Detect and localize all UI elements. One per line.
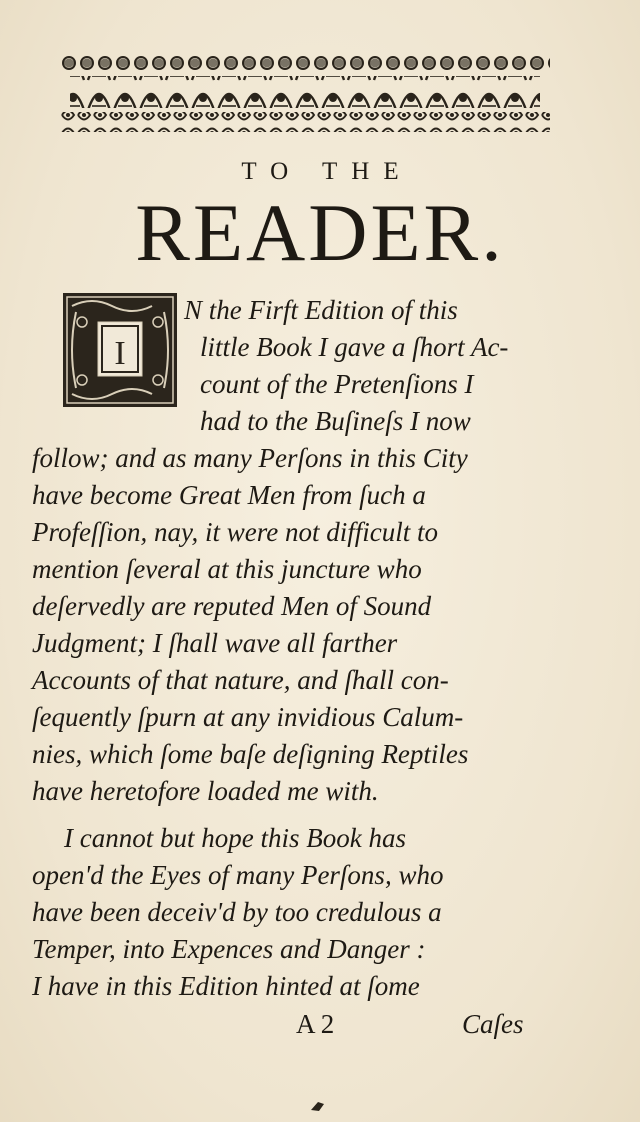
- heading-reader: READER.: [135, 187, 505, 278]
- text-line: I cannot but hope this Book has: [64, 823, 406, 853]
- text-line: count of the Pretenſions I: [200, 369, 474, 399]
- catchword: Caſes: [462, 1009, 524, 1039]
- text-line: N the Firft Edition of this: [184, 295, 458, 325]
- text-line: Profeſſion, nay, it were not difficult to: [32, 517, 438, 547]
- text-line: have been deceiv'd by too credulous a: [32, 897, 442, 927]
- text-line: open'd the Eyes of many Perſons, who: [32, 860, 444, 890]
- text-line: Temper, into Expences and Danger :: [32, 934, 426, 964]
- ink-blot-mark: [310, 1100, 326, 1112]
- text-line: Accounts of that nature, and ſhall con-: [32, 665, 449, 695]
- text-line: nies, which ſome baſe deſigning Reptiles: [32, 739, 469, 769]
- text-line: have become Great Men from ſuch a: [32, 480, 426, 510]
- text-line: Judgment; I ſhall wave all farther: [32, 628, 398, 658]
- text-line: follow; and as many Perſons in this City: [32, 443, 468, 473]
- text-line: I have in this Edition hinted at ſome: [32, 971, 420, 1001]
- text-line: deſervedly are reputed Men of Sound: [32, 591, 432, 621]
- text-line: little Book I gave a ſhort Ac-: [200, 332, 509, 362]
- signature-mark: A 2: [296, 1009, 335, 1039]
- heading-to-the: TO THE: [241, 158, 413, 185]
- text-line: have heretofore loaded me with.: [32, 776, 379, 806]
- text-line: ſequently ſpurn at any invidious Calum-: [32, 702, 464, 732]
- initial-letter: I: [114, 335, 126, 372]
- text-line: had to the Buſineſs I now: [200, 406, 471, 436]
- head-ornament: [60, 52, 550, 140]
- decorated-initial: [62, 292, 178, 408]
- text-line: mention ſeveral at this juncture who: [32, 554, 422, 584]
